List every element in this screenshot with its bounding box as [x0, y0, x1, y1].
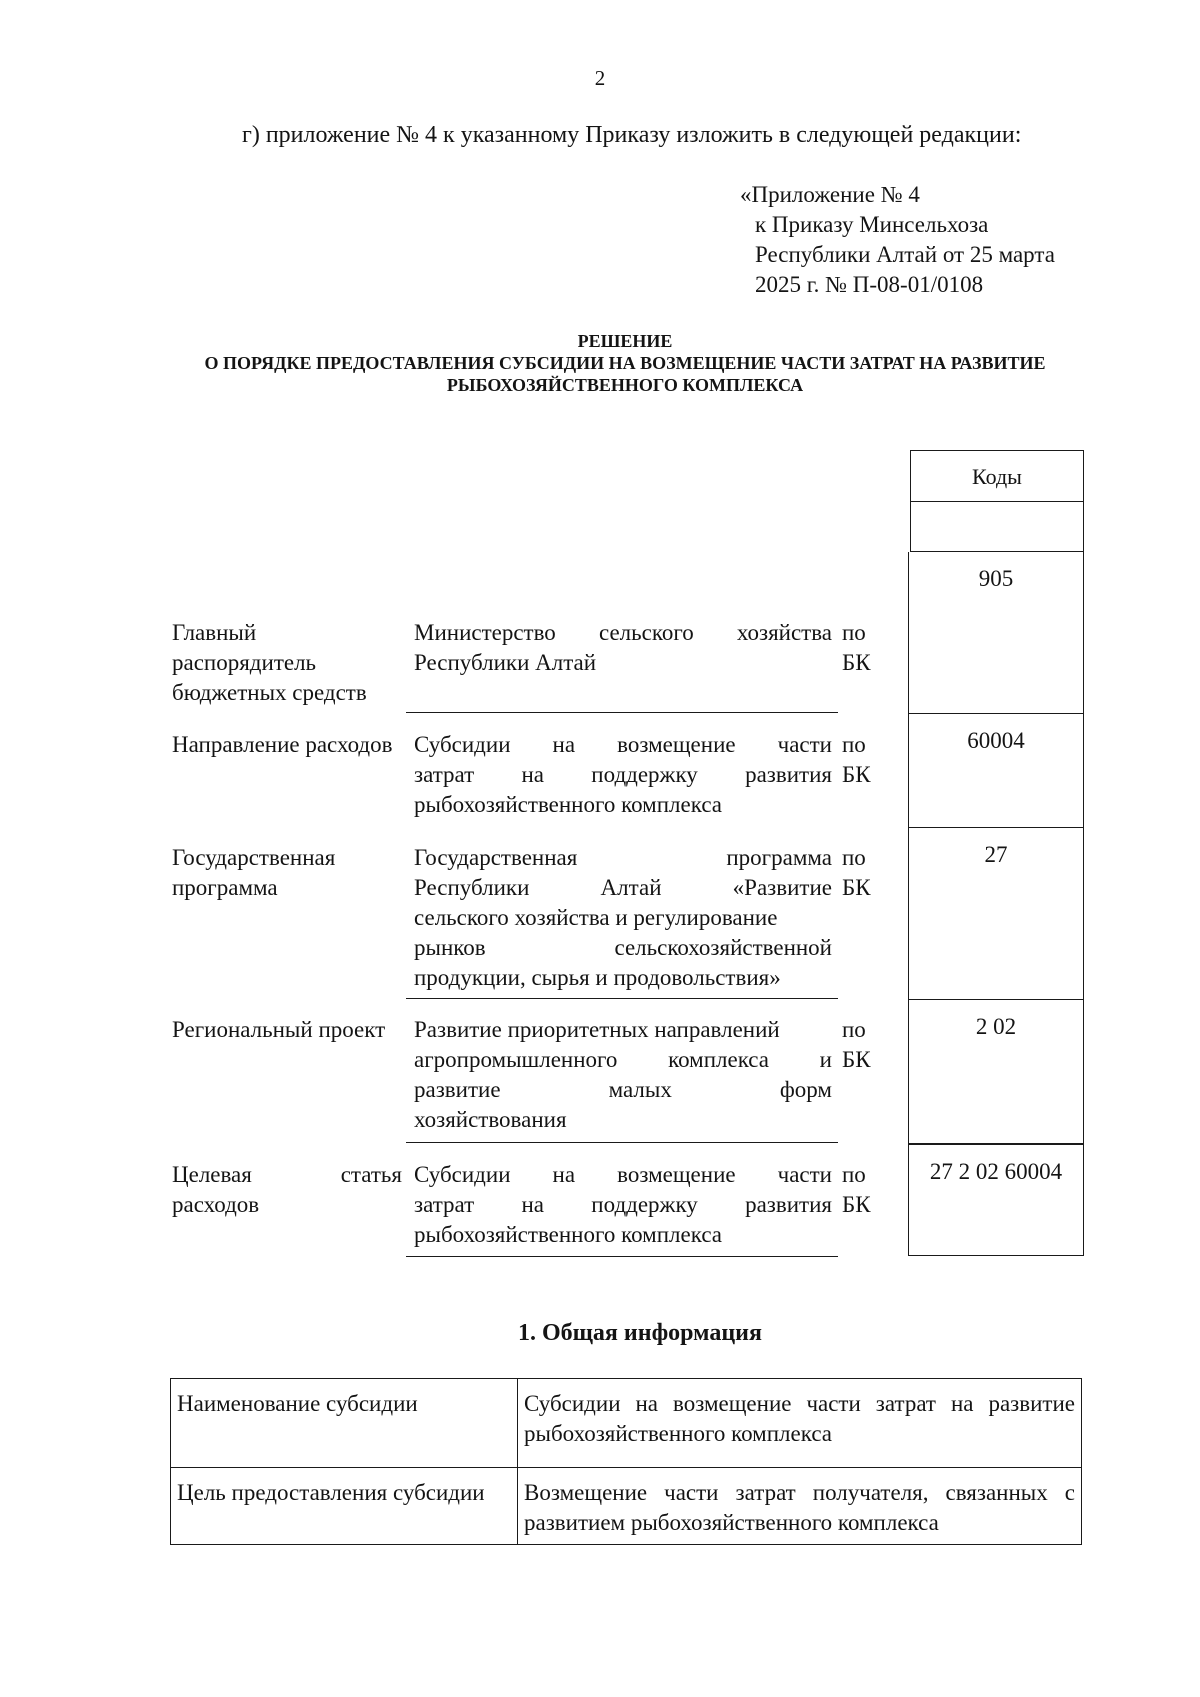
appendix-line: Республики Алтай от 25 марта [755, 242, 1055, 267]
row-description [414, 730, 832, 820]
code-cell: 27 2 02 60004 [908, 1144, 1084, 1256]
codes-header: Коды [910, 450, 1084, 502]
row-description-line: развитие малых форм [414, 1077, 832, 1102]
row-description-line: Субсидии на возмещение части [414, 1162, 832, 1187]
section-title: 1. Общая информация [518, 1320, 762, 1346]
table-row [171, 1379, 1082, 1468]
page-number: 2 [594, 66, 606, 90]
row-description-line: хозяйствования [414, 1107, 567, 1132]
row-description-line: Государственная программа [414, 845, 832, 870]
appendix-line: к Приказу Минсельхоза [755, 212, 989, 237]
row-description-line: Субсидии на возмещение части [414, 732, 832, 757]
row-description [414, 1015, 832, 1135]
row-label-line [172, 1160, 402, 1220]
row-description-line: рыбохозяйственного комплекса [414, 792, 723, 817]
row-label: Государственная программа [172, 845, 336, 900]
general-info-table [170, 1378, 1082, 1545]
row-description-line: продукции, сырья и продовольствия» [414, 965, 781, 990]
row-description-line: затрат на поддержку развития [414, 1192, 832, 1217]
bk-label: БК [842, 1047, 871, 1072]
row-label [172, 1160, 402, 1220]
table-row [171, 1468, 1082, 1545]
row-underline [406, 712, 838, 713]
row-description-line: Министерство сельского хозяйства [414, 620, 832, 645]
po-label: по [842, 845, 866, 870]
row-underline [406, 1256, 838, 1257]
decision-title [150, 330, 1100, 396]
table-cell-value: Субсидии на возмещение части затрат на развитие рыбохозяйственного комплекса [518, 1379, 1082, 1468]
row-description-line: Республики Алтай [414, 650, 597, 675]
decision-title-line: РЫБОХОЗЯЙСТВЕННОГО КОМПЛЕКСА [446, 375, 804, 395]
bk-label: БК [842, 875, 871, 900]
decision-title-line: О ПОРЯДКЕ ПРЕДОСТАВЛЕНИЯ СУБСИДИИ НА ВОЗМЕЩЕНИЕ ЧАСТИ ЗАТРАТ НА РАЗВИТИЕ [204, 353, 1046, 373]
bk-label: БК [842, 1192, 871, 1217]
table-cell-name: Цель предоставления субсидии [171, 1468, 518, 1545]
row-po-bk [842, 618, 882, 678]
appendix-line: «Приложение № 4 [740, 182, 920, 207]
row-po-bk [842, 1160, 882, 1220]
intro-paragraph: г) приложение № 4 к указанному Приказу изложить в следующей редакции: [242, 122, 1022, 148]
row-label-text: Целевая статья расходов [172, 1162, 402, 1217]
row-po-bk [842, 1015, 882, 1075]
row-description-line: затрат на поддержку развития [414, 762, 832, 787]
row-label: Направление расходов [172, 732, 393, 757]
row-description-line: сельского хозяйства и регулирование [414, 905, 778, 930]
row-description [414, 618, 832, 678]
row-description [414, 843, 832, 993]
row-description-line: Республики Алтай «Развитие [414, 875, 832, 900]
code-cell: 60004 [908, 714, 1084, 828]
row-description [414, 1160, 832, 1250]
appendix-line: 2025 г. № П-08-01/0108 [755, 272, 984, 297]
row-description-line: рыбохозяйственного комплекса [414, 1222, 723, 1247]
row-underline [406, 998, 838, 999]
appendix-reference [740, 180, 1055, 300]
row-label: Региональный проект [172, 1017, 386, 1042]
row-underline [406, 1142, 838, 1143]
po-label: по [842, 732, 866, 757]
row-label: Главный распорядитель бюджетных средств [172, 620, 367, 705]
table-cell-value: Возмещение части затрат получателя, связанных с развитием рыбохозяйственного комплекса [518, 1468, 1082, 1545]
row-po-bk [842, 730, 882, 790]
bk-label: БК [842, 650, 871, 675]
row-description-line: Развитие приоритетных направлений [414, 1017, 780, 1042]
table-cell-name: Наименование субсидии [171, 1379, 518, 1468]
code-cell: 2 02 [908, 1000, 1084, 1144]
code-cell: 905 [908, 552, 1084, 714]
code-cell: 27 [908, 828, 1084, 1000]
row-description-line: рынков сельскохозяйственной [414, 935, 832, 960]
po-label: по [842, 1017, 866, 1042]
decision-title-line: РЕШЕНИЕ [577, 331, 673, 351]
po-label: по [842, 1162, 866, 1187]
bk-label: БК [842, 762, 871, 787]
row-description-line: агропромышленного комплекса и [414, 1047, 832, 1072]
po-label: по [842, 620, 866, 645]
row-po-bk [842, 843, 882, 903]
codes-empty-cell [910, 502, 1084, 552]
